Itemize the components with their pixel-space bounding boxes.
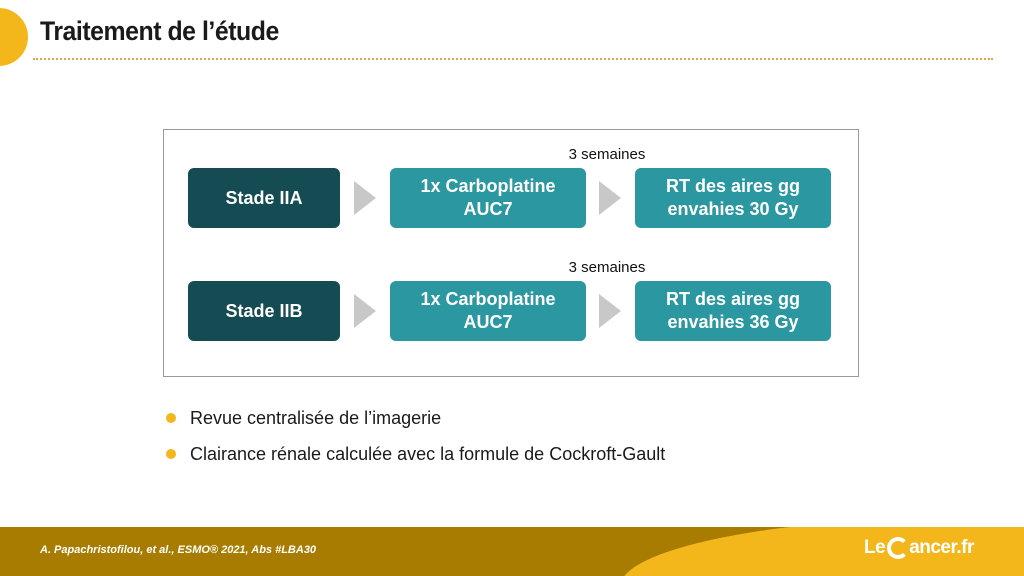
- list-item: [166, 406, 665, 442]
- arrow-right-icon: [354, 294, 376, 328]
- citation: A. Papachristofilou, et al., ESMO® 2021, Abs #LBA30: [40, 544, 317, 556]
- chemo-line-2: AUC7: [463, 199, 513, 219]
- footer-band: [0, 527, 1024, 576]
- chemo-box: [390, 168, 586, 228]
- chemo-line-1: 1x Carboplatine: [420, 176, 556, 196]
- duration-label: 3 semaines: [568, 259, 646, 276]
- list-item: [166, 442, 665, 478]
- rt-line-1: RT des aires gg: [665, 289, 801, 309]
- treatment-row-stage-iia: [164, 144, 858, 254]
- stage-box: Stade IIA: [188, 168, 340, 228]
- treatment-row-stage-iib: [164, 257, 858, 367]
- radiotherapy-box: [635, 281, 831, 341]
- logo-prefix: Le: [864, 537, 886, 558]
- bullet-list: [166, 406, 665, 478]
- corner-decoration: [0, 8, 28, 66]
- bullet-text: Clairance rénale calculée avec la formule de Cockroft-Gault: [190, 444, 666, 464]
- bullet-icon: [166, 413, 176, 423]
- duration-label: 3 semaines: [568, 146, 646, 163]
- chemo-line-2: AUC7: [463, 312, 513, 332]
- logo-text: ancer.fr: [909, 537, 974, 558]
- logo-c-icon: [887, 537, 909, 559]
- arrow-right-icon: [599, 294, 621, 328]
- bullet-text: Revue centralisée de l’imagerie: [190, 408, 442, 428]
- arrow-right-icon: [354, 181, 376, 215]
- page-title: Traitement de l’étude: [40, 16, 279, 46]
- stage-box: Stade IIB: [188, 281, 340, 341]
- logo: [864, 537, 974, 559]
- radiotherapy-box: [635, 168, 831, 228]
- rt-line-2: envahies 36 Gy: [667, 312, 799, 332]
- rt-line-2: envahies 30 Gy: [667, 199, 799, 219]
- treatment-diagram: [163, 129, 859, 377]
- title-divider: [33, 58, 993, 60]
- bullet-icon: [166, 449, 176, 459]
- rt-line-1: RT des aires gg: [665, 176, 801, 196]
- arrow-right-icon: [599, 181, 621, 215]
- chemo-line-1: 1x Carboplatine: [420, 289, 556, 309]
- chemo-box: [390, 281, 586, 341]
